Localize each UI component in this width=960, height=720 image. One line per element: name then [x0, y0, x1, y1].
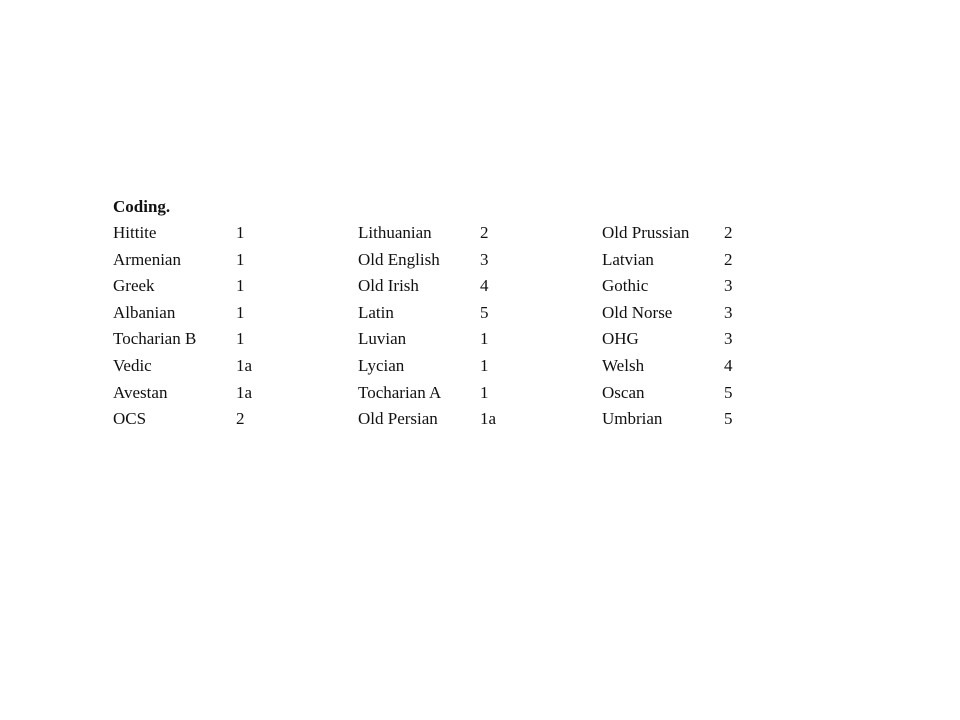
language-code: 2 — [236, 409, 245, 429]
language-name: Old Persian — [358, 409, 438, 429]
language-name: OHG — [602, 329, 639, 349]
language-code: 1 — [480, 355, 489, 375]
language-code: 5 — [724, 409, 733, 429]
language-code: 1 — [236, 223, 245, 242]
language-code: 2 — [724, 249, 733, 269]
language-name: Umbrian — [602, 409, 663, 429]
language-code: 1 — [236, 302, 245, 322]
coding-heading: Coding. — [113, 197, 171, 216]
language-name: Lycian — [358, 355, 405, 375]
language-code: 1 — [236, 276, 245, 296]
language-code: 5 — [480, 302, 489, 322]
language-name: Greek — [113, 276, 155, 296]
language-code: 1 — [236, 249, 245, 269]
language-name: Oscan — [602, 382, 645, 402]
language-code: 1a — [236, 382, 253, 402]
language-name: Vedic — [113, 355, 152, 375]
language-code: 1a — [480, 409, 497, 429]
language-name: Hittite — [113, 223, 157, 242]
language-code: 4 — [724, 355, 733, 375]
language-code: 1 — [480, 329, 489, 349]
language-name: Old English — [358, 249, 440, 269]
language-name: Tocharian A — [358, 382, 442, 402]
language-name: Gothic — [602, 276, 649, 296]
language-name: Tocharian B — [113, 329, 197, 349]
language-name: Avestan — [113, 382, 168, 402]
language-name: Albanian — [113, 302, 176, 322]
language-name: Luvian — [358, 329, 407, 349]
language-name: Armenian — [113, 249, 181, 269]
language-name: Old Norse — [602, 302, 673, 322]
language-name: Old Irish — [358, 276, 419, 296]
language-code: 2 — [724, 223, 733, 242]
language-code: 4 — [480, 276, 489, 296]
language-code: 3 — [724, 302, 733, 322]
language-code: 2 — [480, 223, 489, 242]
language-code: 1 — [480, 382, 489, 402]
language-code: 3 — [724, 329, 733, 349]
language-code: 1a — [236, 355, 253, 375]
language-name: Old Prussian — [602, 223, 690, 242]
language-code: 5 — [724, 382, 733, 402]
language-code: 3 — [480, 249, 489, 269]
language-name: Welsh — [602, 355, 645, 375]
language-name: Latin — [358, 302, 394, 322]
language-code: 1 — [236, 329, 245, 349]
language-name: Lithuanian — [358, 223, 432, 242]
language-name: OCS — [113, 409, 147, 429]
language-code: 3 — [724, 276, 733, 296]
language-name: Latvian — [602, 249, 654, 269]
